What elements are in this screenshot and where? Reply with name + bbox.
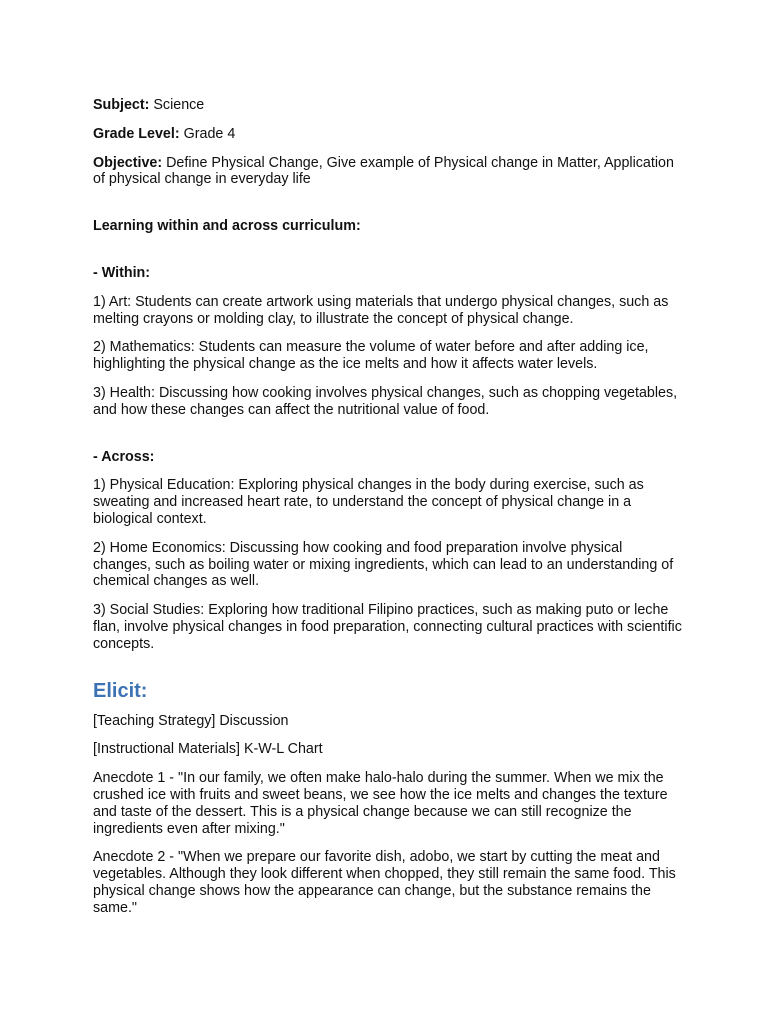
across-label: - Across: xyxy=(93,448,155,465)
anecdote-paragraph: Anecdote 2 - "When we prepare our favorite dish, adobo, we start by cutting the meat and vegetables. Although they look different when chopped, they still remain the same food. This physical change shows how the appearance can change, but the substance remains the same." xyxy=(93,849,676,916)
anecdote-paragraph: Anecdote 1 - "In our family, we often make halo-halo during the summer. When we mix the crushed ice with fruits and sweet beans, we see how the ice melts and changes the texture and taste of the dessert. This is a physical change because we can still recognize the ingredients even after mixing." xyxy=(93,770,668,837)
subject-value: Science xyxy=(153,97,205,113)
objective-label: Objective: xyxy=(93,154,163,171)
within-item: 2) Mathematics: Students can measure the volume of water before and after adding ice, highlighting the physical change as the ice melts and how it affects water levels. xyxy=(93,339,649,373)
grade-level-label: Grade Level: xyxy=(93,125,180,142)
grade-level-value: Grade 4 xyxy=(183,125,236,142)
teaching-strategy: [Teaching Strategy] Discussion xyxy=(93,712,289,729)
grade-level-line xyxy=(93,126,683,143)
across-item: 2) Home Economics: Discussing how cooking and food preparation involve physical changes, such as boiling water or mixing ingredients, which can lead to an understanding of chemical changes as well. xyxy=(93,539,674,590)
objective-line xyxy=(93,155,683,189)
within-item: 3) Health: Discussing how cooking involves physical changes, such as chopping vegetables, and how these changes can affect the nutritional value of food. xyxy=(93,384,678,418)
document-page xyxy=(93,97,683,929)
learning-heading: Learning within and across curriculum: xyxy=(93,218,361,235)
subject-line xyxy=(93,97,683,114)
subject-label: Subject: xyxy=(93,97,150,113)
elicit-heading: Elicit: xyxy=(93,679,148,702)
within-item: 1) Art: Students can create artwork using materials that undergo physical changes, such as melting crayons or molding clay, to illustrate the concept of physical change. xyxy=(93,293,669,327)
objective-value: Define Physical Change, Give example of Physical change in Matter, Application of physical change in everyday life xyxy=(93,154,674,188)
across-item: 3) Social Studies: Exploring how traditional Filipino practices, such as making puto or leche flan, involve physical changes in food preparation, connecting cultural practices with scientific concepts. xyxy=(93,602,682,652)
instructional-materials: [Instructional Materials] K-W-L Chart xyxy=(93,741,323,758)
across-item: 1) Physical Education: Exploring physical changes in the body during exercise, such as sweating and increased heart rate, to understand the concept of physical change in a biological context. xyxy=(93,477,644,527)
within-label: - Within: xyxy=(93,264,151,281)
